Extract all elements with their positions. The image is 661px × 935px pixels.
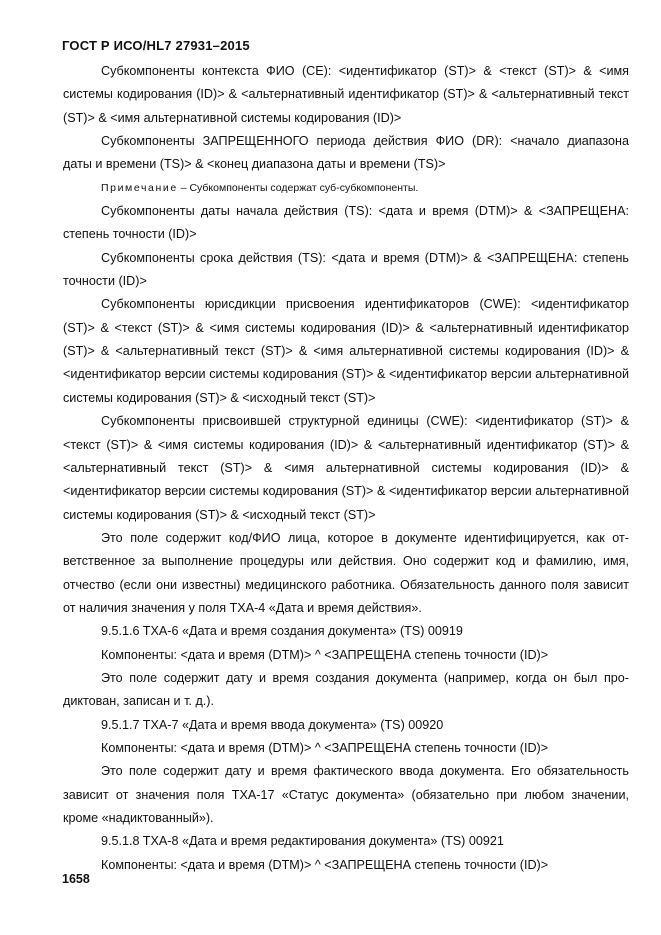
paragraph-txa6-description: Это поле содержит дату и время создания документа (например, когда он был продиктован, записан и т. д.). [63, 670, 629, 709]
document-header: ГОСТ Р ИСО/HL7 27931–2015 [62, 38, 250, 53]
paragraph-ce-subcomponents: Субкомпоненты контекста ФИО (CE): <идентификатор (ST)> & <текст (ST)> & <имя системы кодирования (ID)> & <альтернативный идентификатор (ST)> & <альтернативный текст (ST)> & <имя альтернативной системы кодирования (ID)> [63, 64, 629, 125]
paragraph-txa7-description: Это поле содержит дату и время фактического ввода документа. Его обязательность зависит от значения поля TXA-17 «Статус документа» (обязательно при любом значении, кроме «надиктованный»). [63, 764, 629, 825]
note-text: – Субкомпоненты содержат суб-субкомпоненты. [177, 181, 419, 194]
section-heading-txa6: 9.5.1.6 TXA-6 «Дата и время создания документа» (TS) 00919 [101, 624, 463, 639]
note-label: Примечание [101, 181, 178, 194]
paragraph-jurisdiction: Субкомпоненты юрисдикции присвоения идентификаторов (CWE): <идентификатор (ST)> & <текст (ST)> & <имя системы кодирования (ID)> & <альтернативный идентификатор (ST)> & <альтернативный текст (ST)> & <имя альтернативной системы кодирования (ID)> & <идентификатор версии системы кодирования (ST)> & <идентификатор версии альтернативной системы кодирования (ST)> & <исходный текст (ST)> [63, 297, 629, 405]
note [63, 177, 629, 200]
section-heading-txa8: 9.5.1.8 TXA-8 «Дата и время редактирования документа» (TS) 00921 [101, 834, 504, 849]
page-number: 1658 [62, 872, 90, 886]
paragraph-dr-subcomponents: Субкомпоненты ЗАПРЕЩЕННОГО периода действия ФИО (DR): <начало диапазона даты и времени (TS)> & <конец диапазона даты и времени (TS)> [63, 134, 629, 172]
components-txa7: Компоненты: <дата и время (DTM)> ^ <ЗАПРЕЩЕНА степень точности (ID)> [101, 740, 549, 755]
paragraph-department: Субкомпоненты присвоившей структурной единицы (CWE): <идентификатор (ST)> & <текст (ST)> & <имя системы кодирования (ID)> & <альтернативный идентификатор (ST)> & <альтернативный текст (ST)> & <имя альтернативной системы кодирования (ID)> & <идентификатор версии системы кодирования (ST)> & <идентификатор версии альтернативной системы кодирования (ST)> & <исходный текст (ST)> [63, 414, 629, 522]
components-txa6: Компоненты: <дата и время (DTM)> ^ <ЗАПРЕЩЕНА степень точности (ID)> [101, 647, 549, 662]
paragraph-field-description: Это поле содержит код/ФИО лица, которое в документе идентифицируется, как ответственное за выполнение процедуры или действия. Оно содержит код и фамилию, имя, отчество (если они известны) медицинского работника. Обязательность данного поля зависит от наличия значения у поля TXA-4 «Дата и время действия». [63, 530, 629, 615]
page-body [63, 60, 629, 877]
section-heading-txa7: 9.5.1.7 TXA-7 «Дата и время ввода документа» (TS) 00920 [101, 717, 444, 732]
paragraph-duration: Субкомпоненты срока действия (TS): <дата и время (DTM)> & <ЗАПРЕЩЕНА: степень точности (ID)> [63, 250, 629, 289]
paragraph-start-date: Субкомпоненты даты начала действия (TS): <дата и время (DTM)> & <ЗАПРЕЩЕНА: степень точности (ID)> [63, 204, 629, 242]
components-txa8: Компоненты: <дата и время (DTM)> ^ <ЗАПРЕЩЕНА степень точности (ID)> [101, 857, 549, 872]
